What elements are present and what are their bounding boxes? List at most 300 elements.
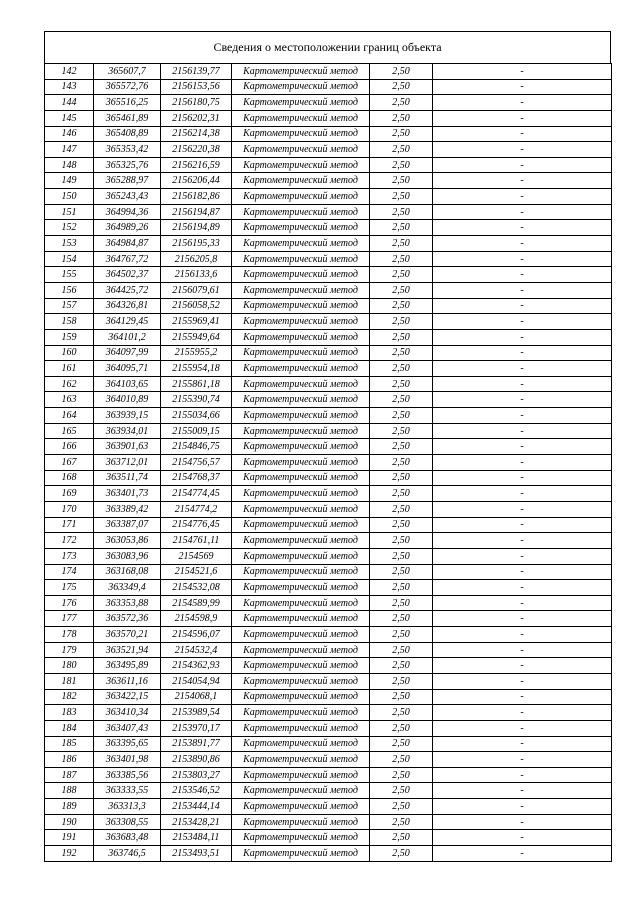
- method-cell: Картометрический метод: [232, 329, 370, 345]
- point-number-cell: 163: [45, 392, 94, 408]
- y-coordinate-cell: 2155009,15: [161, 423, 232, 439]
- table-row: [45, 95, 612, 111]
- description-cell: -: [433, 251, 612, 267]
- point-number-cell: 169: [45, 486, 94, 502]
- y-coordinate-cell: 2155955,2: [161, 345, 232, 361]
- accuracy-cell: 2,50: [370, 501, 433, 517]
- table-row: [45, 736, 612, 752]
- method-cell: Картометрический метод: [232, 204, 370, 220]
- accuracy-cell: 2,50: [370, 595, 433, 611]
- point-number-cell: 176: [45, 595, 94, 611]
- table-row: [45, 658, 612, 674]
- y-coordinate-cell: 2156139,77: [161, 64, 232, 80]
- x-coordinate-cell: 363401,98: [94, 752, 161, 768]
- point-number-cell: 166: [45, 439, 94, 455]
- accuracy-cell: 2,50: [370, 408, 433, 424]
- accuracy-cell: 2,50: [370, 220, 433, 236]
- y-coordinate-cell: 2155969,41: [161, 314, 232, 330]
- x-coordinate-cell: 363333,55: [94, 783, 161, 799]
- point-number-cell: 151: [45, 204, 94, 220]
- description-cell: -: [433, 345, 612, 361]
- x-coordinate-cell: 363168,08: [94, 564, 161, 580]
- x-coordinate-cell: 363313,3: [94, 799, 161, 815]
- point-number-cell: 190: [45, 814, 94, 830]
- accuracy-cell: 2,50: [370, 517, 433, 533]
- x-coordinate-cell: 363349,4: [94, 580, 161, 596]
- point-number-cell: 192: [45, 846, 94, 862]
- point-number-cell: 181: [45, 673, 94, 689]
- method-cell: Картометрический метод: [232, 767, 370, 783]
- table-row: [45, 548, 612, 564]
- method-cell: Картометрический метод: [232, 783, 370, 799]
- method-cell: Картометрический метод: [232, 189, 370, 205]
- method-cell: Картометрический метод: [232, 361, 370, 377]
- x-coordinate-cell: 363746,5: [94, 846, 161, 862]
- point-number-cell: 146: [45, 126, 94, 142]
- accuracy-cell: 2,50: [370, 376, 433, 392]
- method-cell: Картометрический метод: [232, 173, 370, 189]
- table-row: [45, 689, 612, 705]
- table-row: [45, 595, 612, 611]
- x-coordinate-cell: 363389,42: [94, 501, 161, 517]
- table-row: [45, 564, 612, 580]
- description-cell: -: [433, 361, 612, 377]
- accuracy-cell: 2,50: [370, 236, 433, 252]
- x-coordinate-cell: 363395,65: [94, 736, 161, 752]
- table-row: [45, 392, 612, 408]
- accuracy-cell: 2,50: [370, 392, 433, 408]
- description-cell: -: [433, 501, 612, 517]
- method-cell: Картометрический метод: [232, 157, 370, 173]
- accuracy-cell: 2,50: [370, 799, 433, 815]
- accuracy-cell: 2,50: [370, 345, 433, 361]
- description-cell: -: [433, 314, 612, 330]
- y-coordinate-cell: 2156206,44: [161, 173, 232, 189]
- description-cell: -: [433, 282, 612, 298]
- accuracy-cell: 2,50: [370, 157, 433, 173]
- description-cell: -: [433, 533, 612, 549]
- method-cell: Картометрический метод: [232, 408, 370, 424]
- method-cell: Картометрический метод: [232, 533, 370, 549]
- y-coordinate-cell: 2154068,1: [161, 689, 232, 705]
- x-coordinate-cell: 363495,89: [94, 658, 161, 674]
- point-number-cell: 171: [45, 517, 94, 533]
- description-cell: -: [433, 236, 612, 252]
- y-coordinate-cell: 2156220,38: [161, 142, 232, 158]
- x-coordinate-cell: 364425,72: [94, 282, 161, 298]
- method-cell: Картометрический метод: [232, 64, 370, 80]
- x-coordinate-cell: 363387,07: [94, 517, 161, 533]
- method-cell: Картометрический метод: [232, 282, 370, 298]
- x-coordinate-cell: 364129,45: [94, 314, 161, 330]
- y-coordinate-cell: 2153444,14: [161, 799, 232, 815]
- table-row: [45, 189, 612, 205]
- accuracy-cell: 2,50: [370, 627, 433, 643]
- accuracy-cell: 2,50: [370, 439, 433, 455]
- description-cell: -: [433, 783, 612, 799]
- point-number-cell: 164: [45, 408, 94, 424]
- accuracy-cell: 2,50: [370, 611, 433, 627]
- x-coordinate-cell: 365408,89: [94, 126, 161, 142]
- point-number-cell: 155: [45, 267, 94, 283]
- x-coordinate-cell: 364101,2: [94, 329, 161, 345]
- y-coordinate-cell: 2153970,17: [161, 720, 232, 736]
- y-coordinate-cell: 2154569: [161, 548, 232, 564]
- method-cell: Картометрический метод: [232, 627, 370, 643]
- description-cell: -: [433, 627, 612, 643]
- description-cell: -: [433, 392, 612, 408]
- method-cell: Картометрический метод: [232, 517, 370, 533]
- x-coordinate-cell: 363401,73: [94, 486, 161, 502]
- accuracy-cell: 2,50: [370, 142, 433, 158]
- accuracy-cell: 2,50: [370, 548, 433, 564]
- document-sheet: [44, 31, 611, 862]
- y-coordinate-cell: 2154521,6: [161, 564, 232, 580]
- method-cell: Картометрический метод: [232, 642, 370, 658]
- x-coordinate-cell: 364767,72: [94, 251, 161, 267]
- x-coordinate-cell: 364994,36: [94, 204, 161, 220]
- x-coordinate-cell: 363511,74: [94, 470, 161, 486]
- point-number-cell: 183: [45, 705, 94, 721]
- table-row: [45, 611, 612, 627]
- y-coordinate-cell: 2153546,52: [161, 783, 232, 799]
- point-number-cell: 150: [45, 189, 94, 205]
- point-number-cell: 177: [45, 611, 94, 627]
- point-number-cell: 170: [45, 501, 94, 517]
- method-cell: Картометрический метод: [232, 736, 370, 752]
- method-cell: Картометрический метод: [232, 752, 370, 768]
- point-number-cell: 184: [45, 720, 94, 736]
- table-row: [45, 220, 612, 236]
- description-cell: -: [433, 736, 612, 752]
- point-number-cell: 179: [45, 642, 94, 658]
- x-coordinate-cell: 365572,76: [94, 79, 161, 95]
- x-coordinate-cell: 365288,97: [94, 173, 161, 189]
- x-coordinate-cell: 365325,76: [94, 157, 161, 173]
- table-row: [45, 642, 612, 658]
- table-row: [45, 720, 612, 736]
- table-row: [45, 830, 612, 846]
- y-coordinate-cell: 2156133,6: [161, 267, 232, 283]
- x-coordinate-cell: 363053,86: [94, 533, 161, 549]
- table-row: [45, 314, 612, 330]
- table-row: [45, 673, 612, 689]
- table-row: [45, 236, 612, 252]
- accuracy-cell: 2,50: [370, 689, 433, 705]
- description-cell: -: [433, 673, 612, 689]
- accuracy-cell: 2,50: [370, 846, 433, 862]
- accuracy-cell: 2,50: [370, 767, 433, 783]
- description-cell: -: [433, 548, 612, 564]
- description-cell: -: [433, 189, 612, 205]
- table-row: [45, 627, 612, 643]
- description-cell: -: [433, 439, 612, 455]
- accuracy-cell: 2,50: [370, 705, 433, 721]
- point-number-cell: 145: [45, 110, 94, 126]
- x-coordinate-cell: 363385,56: [94, 767, 161, 783]
- table-row: [45, 799, 612, 815]
- method-cell: Картометрический метод: [232, 95, 370, 111]
- method-cell: Картометрический метод: [232, 595, 370, 611]
- description-cell: -: [433, 204, 612, 220]
- table-row: [45, 767, 612, 783]
- method-cell: Картометрический метод: [232, 658, 370, 674]
- table-row: [45, 517, 612, 533]
- method-cell: Картометрический метод: [232, 673, 370, 689]
- table-row: [45, 298, 612, 314]
- method-cell: Картометрический метод: [232, 298, 370, 314]
- accuracy-cell: 2,50: [370, 329, 433, 345]
- table-row: [45, 455, 612, 471]
- table-body: [45, 64, 612, 862]
- point-number-cell: 175: [45, 580, 94, 596]
- document-title: Сведения о местоположении границ объекта: [44, 31, 611, 63]
- accuracy-cell: 2,50: [370, 720, 433, 736]
- method-cell: Картометрический метод: [232, 470, 370, 486]
- description-cell: -: [433, 126, 612, 142]
- y-coordinate-cell: 2156216,59: [161, 157, 232, 173]
- y-coordinate-cell: 2154589,99: [161, 595, 232, 611]
- x-coordinate-cell: 363410,34: [94, 705, 161, 721]
- table-row: [45, 580, 612, 596]
- accuracy-cell: 2,50: [370, 204, 433, 220]
- point-number-cell: 168: [45, 470, 94, 486]
- accuracy-cell: 2,50: [370, 642, 433, 658]
- x-coordinate-cell: 363712,01: [94, 455, 161, 471]
- accuracy-cell: 2,50: [370, 580, 433, 596]
- y-coordinate-cell: 2155861,18: [161, 376, 232, 392]
- y-coordinate-cell: 2154776,45: [161, 517, 232, 533]
- method-cell: Картометрический метод: [232, 392, 370, 408]
- point-number-cell: 158: [45, 314, 94, 330]
- x-coordinate-cell: 364097,99: [94, 345, 161, 361]
- accuracy-cell: 2,50: [370, 64, 433, 80]
- description-cell: -: [433, 611, 612, 627]
- y-coordinate-cell: 2156195,33: [161, 236, 232, 252]
- x-coordinate-cell: 363901,63: [94, 439, 161, 455]
- description-cell: -: [433, 298, 612, 314]
- description-cell: -: [433, 79, 612, 95]
- y-coordinate-cell: 2156153,56: [161, 79, 232, 95]
- point-number-cell: 157: [45, 298, 94, 314]
- method-cell: Картометрический метод: [232, 376, 370, 392]
- y-coordinate-cell: 2156182,86: [161, 189, 232, 205]
- description-cell: -: [433, 720, 612, 736]
- x-coordinate-cell: 365461,89: [94, 110, 161, 126]
- description-cell: -: [433, 580, 612, 596]
- y-coordinate-cell: 2153428,21: [161, 814, 232, 830]
- method-cell: Картометрический метод: [232, 439, 370, 455]
- method-cell: Картометрический метод: [232, 236, 370, 252]
- x-coordinate-cell: 365607,7: [94, 64, 161, 80]
- accuracy-cell: 2,50: [370, 533, 433, 549]
- point-number-cell: 149: [45, 173, 94, 189]
- y-coordinate-cell: 2155949,64: [161, 329, 232, 345]
- accuracy-cell: 2,50: [370, 110, 433, 126]
- point-number-cell: 153: [45, 236, 94, 252]
- method-cell: Картометрический метод: [232, 564, 370, 580]
- accuracy-cell: 2,50: [370, 752, 433, 768]
- method-cell: Картометрический метод: [232, 79, 370, 95]
- accuracy-cell: 2,50: [370, 95, 433, 111]
- y-coordinate-cell: 2156214,38: [161, 126, 232, 142]
- table-row: [45, 486, 612, 502]
- x-coordinate-cell: 364010,89: [94, 392, 161, 408]
- method-cell: Картометрический метод: [232, 830, 370, 846]
- y-coordinate-cell: 2156194,87: [161, 204, 232, 220]
- accuracy-cell: 2,50: [370, 282, 433, 298]
- y-coordinate-cell: 2155954,18: [161, 361, 232, 377]
- x-coordinate-cell: 364989,26: [94, 220, 161, 236]
- y-coordinate-cell: 2153989,54: [161, 705, 232, 721]
- table-row: [45, 376, 612, 392]
- method-cell: Картометрический метод: [232, 423, 370, 439]
- x-coordinate-cell: 363407,43: [94, 720, 161, 736]
- table-row: [45, 846, 612, 862]
- accuracy-cell: 2,50: [370, 470, 433, 486]
- table-row: [45, 64, 612, 80]
- table-row: [45, 173, 612, 189]
- description-cell: -: [433, 142, 612, 158]
- accuracy-cell: 2,50: [370, 314, 433, 330]
- point-number-cell: 189: [45, 799, 94, 815]
- description-cell: -: [433, 705, 612, 721]
- x-coordinate-cell: 363611,16: [94, 673, 161, 689]
- method-cell: Картометрический метод: [232, 267, 370, 283]
- accuracy-cell: 2,50: [370, 783, 433, 799]
- point-number-cell: 174: [45, 564, 94, 580]
- x-coordinate-cell: 363570,21: [94, 627, 161, 643]
- table-row: [45, 79, 612, 95]
- x-coordinate-cell: 363083,96: [94, 548, 161, 564]
- x-coordinate-cell: 363353,88: [94, 595, 161, 611]
- method-cell: Картометрический метод: [232, 314, 370, 330]
- x-coordinate-cell: 363521,94: [94, 642, 161, 658]
- point-number-cell: 178: [45, 627, 94, 643]
- description-cell: -: [433, 110, 612, 126]
- method-cell: Картометрический метод: [232, 689, 370, 705]
- y-coordinate-cell: 2153803,27: [161, 767, 232, 783]
- description-cell: -: [433, 95, 612, 111]
- y-coordinate-cell: 2154774,2: [161, 501, 232, 517]
- accuracy-cell: 2,50: [370, 267, 433, 283]
- y-coordinate-cell: 2154598,9: [161, 611, 232, 627]
- table-row: [45, 251, 612, 267]
- description-cell: -: [433, 642, 612, 658]
- x-coordinate-cell: 365243,43: [94, 189, 161, 205]
- x-coordinate-cell: 363308,55: [94, 814, 161, 830]
- y-coordinate-cell: 2154054,94: [161, 673, 232, 689]
- point-number-cell: 188: [45, 783, 94, 799]
- description-cell: -: [433, 220, 612, 236]
- y-coordinate-cell: 2156202,31: [161, 110, 232, 126]
- y-coordinate-cell: 2153484,11: [161, 830, 232, 846]
- y-coordinate-cell: 2154532,08: [161, 580, 232, 596]
- y-coordinate-cell: 2154768,37: [161, 470, 232, 486]
- y-coordinate-cell: 2154756,57: [161, 455, 232, 471]
- description-cell: -: [433, 846, 612, 862]
- x-coordinate-cell: 363572,36: [94, 611, 161, 627]
- accuracy-cell: 2,50: [370, 189, 433, 205]
- method-cell: Картометрический метод: [232, 251, 370, 267]
- table-row: [45, 814, 612, 830]
- table-row: [45, 423, 612, 439]
- description-cell: -: [433, 157, 612, 173]
- description-cell: -: [433, 595, 612, 611]
- x-coordinate-cell: 364326,81: [94, 298, 161, 314]
- point-number-cell: 180: [45, 658, 94, 674]
- y-coordinate-cell: 2156205,8: [161, 251, 232, 267]
- description-cell: -: [433, 173, 612, 189]
- method-cell: Картометрический метод: [232, 548, 370, 564]
- point-number-cell: 185: [45, 736, 94, 752]
- table-row: [45, 204, 612, 220]
- x-coordinate-cell: 363683,48: [94, 830, 161, 846]
- accuracy-cell: 2,50: [370, 673, 433, 689]
- method-cell: Картометрический метод: [232, 720, 370, 736]
- table-row: [45, 282, 612, 298]
- description-cell: -: [433, 376, 612, 392]
- method-cell: Картометрический метод: [232, 814, 370, 830]
- y-coordinate-cell: 2156180,75: [161, 95, 232, 111]
- description-cell: -: [433, 767, 612, 783]
- table-row: [45, 705, 612, 721]
- x-coordinate-cell: 364984,87: [94, 236, 161, 252]
- y-coordinate-cell: 2155034,66: [161, 408, 232, 424]
- method-cell: Картометрический метод: [232, 580, 370, 596]
- table-row: [45, 783, 612, 799]
- description-cell: -: [433, 689, 612, 705]
- description-cell: -: [433, 423, 612, 439]
- method-cell: Картометрический метод: [232, 501, 370, 517]
- table-row: [45, 126, 612, 142]
- method-cell: Картометрический метод: [232, 486, 370, 502]
- point-number-cell: 154: [45, 251, 94, 267]
- description-cell: -: [433, 830, 612, 846]
- accuracy-cell: 2,50: [370, 830, 433, 846]
- description-cell: -: [433, 486, 612, 502]
- method-cell: Картометрический метод: [232, 846, 370, 862]
- point-number-cell: 144: [45, 95, 94, 111]
- method-cell: Картометрический метод: [232, 799, 370, 815]
- boundary-points-table: [44, 63, 612, 862]
- method-cell: Картометрический метод: [232, 455, 370, 471]
- table-row: [45, 157, 612, 173]
- description-cell: -: [433, 470, 612, 486]
- table-row: [45, 345, 612, 361]
- table-row: [45, 470, 612, 486]
- table-row: [45, 142, 612, 158]
- accuracy-cell: 2,50: [370, 658, 433, 674]
- accuracy-cell: 2,50: [370, 486, 433, 502]
- point-number-cell: 182: [45, 689, 94, 705]
- y-coordinate-cell: 2154596,07: [161, 627, 232, 643]
- method-cell: Картометрический метод: [232, 705, 370, 721]
- accuracy-cell: 2,50: [370, 126, 433, 142]
- accuracy-cell: 2,50: [370, 361, 433, 377]
- point-number-cell: 160: [45, 345, 94, 361]
- x-coordinate-cell: 365353,42: [94, 142, 161, 158]
- description-cell: -: [433, 64, 612, 80]
- table-row: [45, 752, 612, 768]
- table-row: [45, 533, 612, 549]
- y-coordinate-cell: 2154532,4: [161, 642, 232, 658]
- x-coordinate-cell: 364502,37: [94, 267, 161, 283]
- accuracy-cell: 2,50: [370, 173, 433, 189]
- table-row: [45, 408, 612, 424]
- point-number-cell: 173: [45, 548, 94, 564]
- description-cell: -: [433, 329, 612, 345]
